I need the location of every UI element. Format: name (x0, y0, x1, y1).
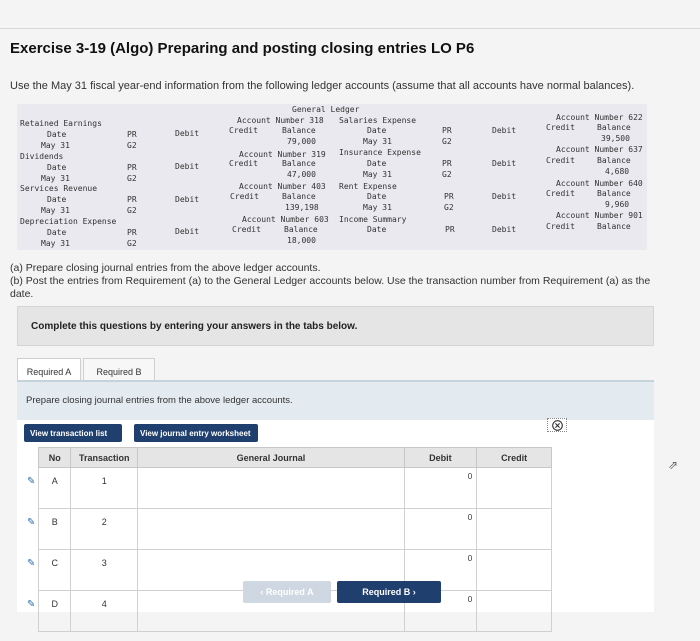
edit-icon[interactable]: ✎ (26, 475, 36, 487)
edit-icon[interactable]: ✎ (26, 516, 36, 528)
account-number: Account Number 319 (239, 150, 326, 159)
row-no: B (39, 509, 71, 550)
pr-value: G2 (127, 239, 137, 248)
account-number: Account Number 622 (556, 113, 643, 122)
tab-required-a[interactable]: Required A (17, 358, 81, 384)
balance-value: 18,000 (287, 236, 316, 245)
credit-header: Credit (232, 225, 261, 234)
date-value: May 31 (363, 170, 392, 179)
rent-expense-label: Rent Expense (339, 182, 397, 191)
date-header: Date (47, 130, 67, 139)
balance-header: Balance (282, 126, 316, 135)
depreciation-expense-label: Depreciation Expense (20, 217, 117, 226)
row-transaction: 4 (71, 591, 138, 632)
view-transaction-list-button[interactable]: View transaction list (24, 424, 122, 442)
row-general-journal[interactable] (138, 509, 404, 550)
view-journal-entry-worksheet-button[interactable]: View journal entry worksheet (134, 424, 258, 442)
row-debit[interactable]: 0 (404, 550, 477, 591)
chevron-right-icon: › (410, 587, 416, 597)
pr-header: PR (442, 159, 452, 168)
account-number: Account Number 640 (556, 179, 643, 188)
date-header: Date (47, 163, 67, 172)
prev-label: Required A (265, 587, 314, 597)
instructions: Use the May 31 fiscal year-end information from the following ledger accounts (assume that all accounts have normal balances). (10, 80, 635, 92)
pr-header: PR (127, 195, 137, 204)
account-number: Account Number 403 (239, 182, 326, 191)
chevron-left-icon: ‹ (260, 587, 266, 597)
tab-required-b[interactable]: Required B (83, 358, 155, 384)
date-header: Date (367, 126, 387, 135)
pr-value: G2 (442, 170, 452, 179)
ledger-heading: General Ledger (292, 105, 360, 114)
pr-value: G2 (127, 141, 137, 150)
credit-header: Credit (229, 159, 258, 168)
balance-header: Balance (597, 156, 631, 165)
balance-header: Balance (284, 225, 318, 234)
dividends-label: Dividends (20, 152, 64, 161)
transaction-header: Transaction (71, 448, 138, 468)
row-credit[interactable] (477, 509, 552, 550)
pr-value: G2 (127, 174, 137, 183)
salaries-expense-label: Salaries Expense (339, 116, 417, 125)
date-value: May 31 (41, 141, 70, 150)
date-header: Date (367, 159, 387, 168)
debit-header: Debit (404, 448, 477, 468)
row-no: A (39, 468, 71, 509)
debit-header: Debit (175, 195, 200, 204)
row-transaction: 1 (71, 468, 138, 509)
pr-value: G2 (444, 203, 454, 212)
general-journal-header: General Journal (138, 448, 404, 468)
debit-header: Debit (492, 192, 517, 201)
row-no: C (39, 550, 71, 591)
date-value: May 31 (41, 239, 70, 248)
requirement-b-text: (b) Post the entries from Requirement (a) to the General Ledger accounts below. Use the transaction number from Requirement (a) as the date. (10, 275, 651, 300)
balance-header: Balance (282, 159, 316, 168)
requirements-text (10, 262, 670, 301)
debit-header: Debit (175, 129, 200, 138)
row-debit[interactable]: 0 (404, 468, 477, 509)
credit-header: Credit (546, 189, 575, 198)
panel-prompt: Prepare closing journal entries from the above ledger accounts. (26, 395, 293, 406)
insurance-expense-label: Insurance Expense (339, 148, 421, 157)
debit-header: Debit (492, 225, 517, 234)
pr-header: PR (127, 228, 137, 237)
debit-header: Debit (175, 162, 200, 171)
credit-header: Credit (230, 192, 259, 201)
row-general-journal[interactable] (138, 468, 404, 509)
date-value: May 31 (363, 137, 392, 146)
balance-value: 47,000 (287, 170, 316, 179)
table-row (24, 509, 552, 550)
row-debit[interactable]: 0 (404, 591, 477, 632)
complete-banner (17, 306, 654, 346)
balance-header: Balance (597, 123, 631, 132)
row-transaction: 2 (71, 509, 138, 550)
row-no: D (39, 591, 71, 632)
no-header: No (39, 448, 71, 468)
date-header: Date (367, 192, 387, 201)
table-row (24, 468, 552, 509)
edit-icon[interactable]: ✎ (26, 598, 36, 610)
balance-value: 139,198 (285, 203, 319, 212)
debit-header: Debit (492, 126, 517, 135)
debit-header: Debit (175, 227, 200, 236)
date-header: Date (47, 195, 67, 204)
pr-header: PR (442, 126, 452, 135)
date-value: May 31 (41, 206, 70, 215)
credit-header: Credit (546, 156, 575, 165)
account-number: Account Number 901 (556, 211, 643, 220)
balance-header: Balance (597, 189, 631, 198)
balance-value: 39,500 (601, 134, 630, 143)
credit-header: Credit (546, 222, 575, 231)
edit-icon[interactable]: ✎ (26, 557, 36, 569)
date-value: May 31 (41, 174, 70, 183)
next-label: Required B (362, 587, 411, 597)
services-revenue-label: Services Revenue (20, 184, 98, 193)
date-value: May 31 (363, 203, 392, 212)
general-ledger (17, 104, 647, 250)
balance-value: 9,960 (605, 200, 630, 209)
balance-header: Balance (597, 222, 631, 231)
account-number: Account Number 637 (556, 145, 643, 154)
requirement-a-text: (a) Prepare closing journal entries from the above ledger accounts. (10, 262, 321, 274)
pr-header: PR (127, 130, 137, 139)
page-title: Exercise 3-19 (Algo) Preparing and posting closing entries LO P6 (10, 40, 475, 57)
prev-required-a-button[interactable] (243, 581, 331, 603)
account-number: Account Number 603 (242, 215, 329, 224)
top-bar (0, 0, 700, 29)
panel-header (17, 382, 654, 420)
row-debit[interactable]: 0 (404, 509, 477, 550)
pr-value: G2 (442, 137, 452, 146)
row-credit[interactable] (477, 591, 552, 632)
row-credit[interactable] (477, 468, 552, 509)
date-header: Date (47, 228, 67, 237)
complete-banner-text: Complete this questions by entering your answers in the tabs below. (31, 321, 358, 332)
mouse-cursor-icon: ⇗ (668, 458, 679, 472)
close-icon[interactable] (547, 418, 567, 432)
balance-value: 4,680 (605, 167, 630, 176)
credit-header: Credit (546, 123, 575, 132)
credit-header: Credit (229, 126, 258, 135)
balance-header: Balance (282, 192, 316, 201)
pr-header: PR (445, 225, 455, 234)
credit-header: Credit (477, 448, 552, 468)
income-summary-label: Income Summary (339, 215, 407, 224)
row-credit[interactable] (477, 550, 552, 591)
pr-header: PR (127, 163, 137, 172)
pr-header: PR (444, 192, 454, 201)
journal-table (24, 447, 552, 632)
balance-value: 79,000 (287, 137, 316, 146)
retained-earnings-label: Retained Earnings (20, 119, 102, 128)
next-required-b-button[interactable] (337, 581, 441, 603)
date-header: Date (367, 225, 387, 234)
account-number: Account Number 318 (237, 116, 324, 125)
debit-header: Debit (492, 159, 517, 168)
row-transaction: 3 (71, 550, 138, 591)
pr-value: G2 (127, 206, 137, 215)
